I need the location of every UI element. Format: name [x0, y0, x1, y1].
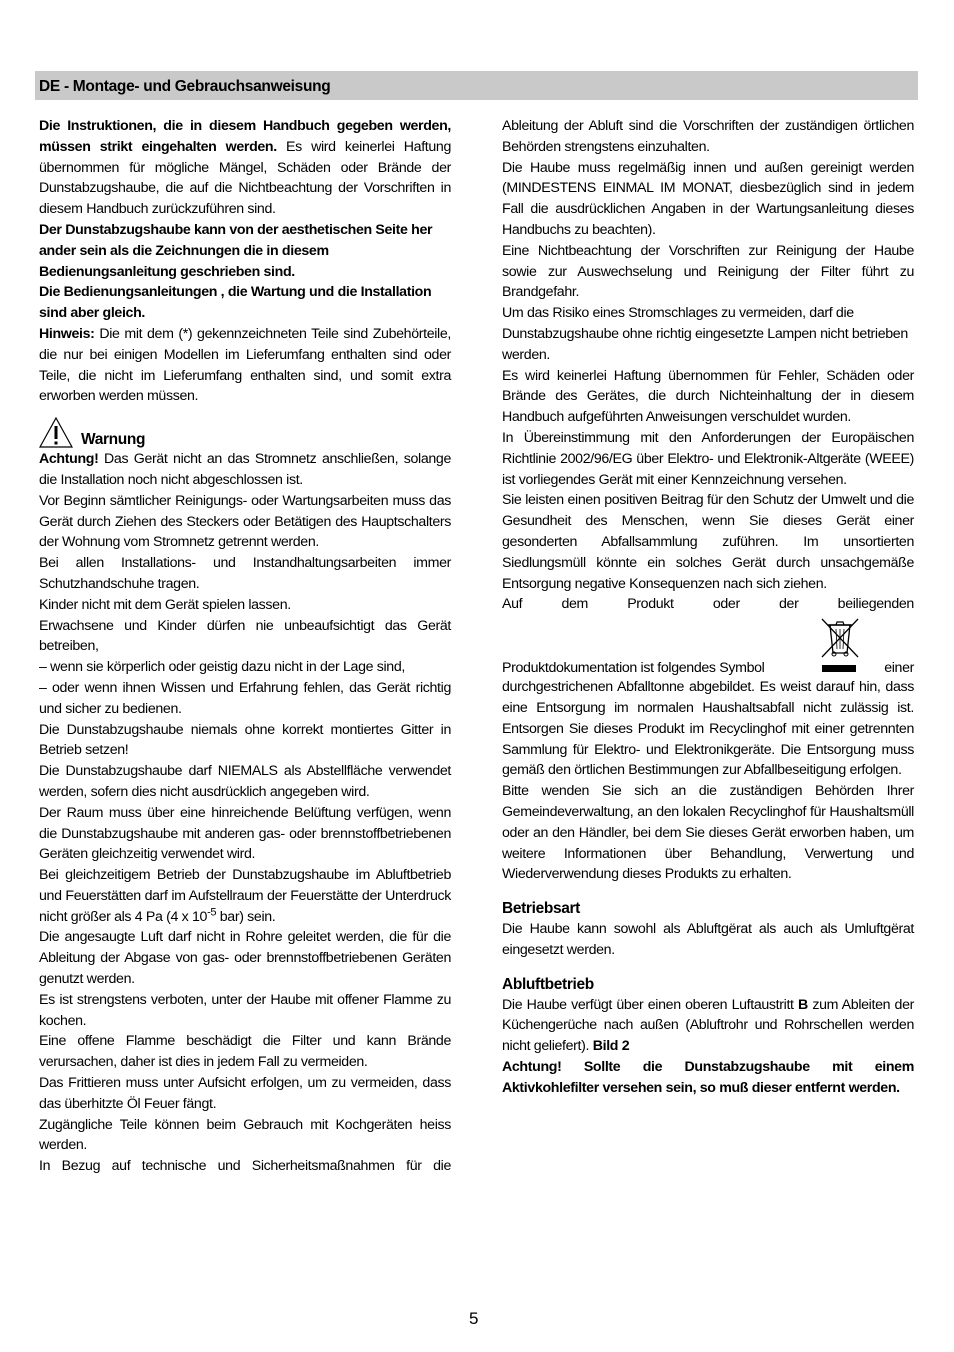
paragraph: Sie leisten einen positiven Beitrag für den Schutz der Umwelt und die Gesundheit des Menschen, wenn Sie dieses Gerät einer gesonderten Abfallsammlung zuführen. Im unsortierten Siedlungsmüll könnte ein solches Gerät durch unsachgemäße Entsorgung negative Konsequenzen nach sich ziehen.	[502, 492, 914, 592]
attention-paragraph	[39, 449, 451, 491]
paragraph: Die angesaugte Luft darf nicht in Rohre geleitet werden, die für die Ableitung der Abgase von gas- oder brennstoffbetriebenen Geräten genutzt werden.	[39, 929, 451, 988]
manual-note: Die Bedienungsanleitungen , die Wartung und die Installation sind aber gleich.	[39, 284, 432, 322]
paragraph: Die Dunstabzugshaube niemals ohne korrekt montiertes Gitter in Betrieb setzen!	[39, 721, 451, 759]
pressure-paragraph	[39, 865, 451, 927]
hint-text: Die mit dem (*) gekennzeichneten Teile sind Zubehörteile, die nur bei einigen Modellen im Lieferumfang enthalten sind oder Teile, die nicht im Lieferumfang enthalten sind, und somit extra erworben werden müssen.	[39, 325, 451, 405]
abluft-text-c: zum Ableiten der Küchengerüche nach außen (Abluftrohr und Rohrschellen werden nicht geliefert).	[502, 996, 914, 1055]
paragraph: Die Haube muss regelmäßig innen und außen gereinigt werden (MINDESTENS EINMAL IM MONAT, diesbezüglich sind in jedem Fall die ausdrücklichen Angaben in der Wartungsanleitung dieses Handbuchs zu beachten).	[502, 159, 914, 238]
hint-label: Hinweis:	[39, 325, 95, 342]
paragraph: In Bezug auf technische und Sicherheitsmaßnahmen für die	[39, 1158, 451, 1175]
attention-label: Achtung!	[39, 451, 99, 468]
weee-text-post: einer	[884, 660, 914, 677]
paragraph: In Übereinstimmung mit den Anforderungen der Europäischen Richtlinie 2002/96/EG über Elektro- und Elektronik-Altgeräte (WEEE) ist vorliegendes Gerät mit einer Kennzeichnung versehen.	[502, 429, 914, 488]
abluft-text-a: Die Haube verfügt über einen oberen Luftaustritt	[502, 996, 799, 1013]
paragraph: Ableitung der Abluft sind die Vorschriften der zuständigen örtlichen Behörden strengstens einzuhalten.	[502, 118, 914, 155]
attention-text: Das Gerät nicht an das Stromnetz anschließen, solange die Installation noch nicht abgeschlossen ist.	[39, 451, 451, 488]
paragraph: Eine offene Flamme beschädigt die Filter und kann Brände verursachen, daher ist dies in jedem Fall zu vermeiden.	[39, 1033, 451, 1071]
paragraph: Bitte wenden Sie sich an die zuständigen Behörden Ihrer Gemeindeverwaltung, an den lokalen Recyclinghof für Haushaltsmüll oder an den Händler, bei dem Sie dieses Gerät erworben haben, um weitere Informationen über Behandlung, Verwertung und Wiederverwendung dieses Produkts zu erhalten.	[502, 783, 914, 883]
abluft-warning: Achtung! Sollte die Dunstabzugshaube mit einem Aktivkohlefilter versehen sein, so muß dieser entfernt werden.	[502, 1059, 914, 1096]
weee-bar-icon	[822, 665, 856, 672]
weee-text-pre: Produktdokumentation ist folgendes Symbol	[502, 660, 765, 677]
pressure-text: Bei gleichzeitigem Betrieb der Dunstabzugshaube im Abluftbetrieb und Feuerstätten darf im Aufstellraum der Feuerstätte der Unterdruck nicht größer als 4 Pa (4 x 10	[39, 867, 451, 925]
intro-paragraph	[39, 116, 451, 220]
figure-reference: Bild 2	[592, 1038, 630, 1055]
paragraph: Die Dunstabzugshaube darf NIEMALS als Abstellfläche verwendet werden, sofern dies nicht ausdrücklich angegeben wird.	[39, 763, 451, 800]
pressure-unit: bar) sein.	[216, 908, 276, 925]
paragraph: Es ist strengstens verboten, unter der Haube mit offener Flamme zu kochen.	[39, 991, 451, 1029]
warning-heading	[39, 415, 451, 449]
warning-triangle-icon	[39, 417, 73, 449]
betriebsart-text: Die Haube kann sowohl als Abluftgërat als auch als Umluftgërat eingesetzt werden.	[502, 921, 914, 958]
paragraph: werden.	[502, 346, 551, 363]
intro-bold: Die Instruktionen, die in diesem Handbuch gegeben werden, müssen strikt eingehalten werden.	[39, 118, 451, 155]
paragraph: durchgestrichenen Abfalltonne abgebildet. Es weist darauf hin, dass eine Entsorgung im normalen Haushaltsabfall nicht zulässig ist. Entsorgen Sie dieses Produkt im Recyclinghof mit einer getrennten Sammlung für Elektro- und Elektronikgeräte. Die Entsorgung muss gemäß den örtlichen Bestimmungen zur Abfallbeseitigung erfolgen.	[502, 679, 914, 779]
left-column	[39, 116, 451, 1177]
hint-paragraph	[39, 324, 451, 407]
paragraph: – oder wenn ihnen Wissen und Erfahrung fehlen, das Gerät richtig und sicher zu bedienen.	[39, 679, 451, 717]
intro-rest: Es wird keinerlei Haftung übernommen für mögliche Mängel, Schäden oder Brände der Dunstabzugshaube, die auf die Nichtbeachtung der Vorschriften in diesem Handbuch zurückzuführen sind.	[39, 138, 452, 218]
aesthetic-note: Der Dunstabzugshaube kann von der aesthetischen Seite her ander sein als die Zeichnungen die in diesem Bedienungsanleitung geschrieben sind.	[39, 221, 433, 280]
word: oder	[712, 596, 740, 613]
paragraph: Dunstabzugshaube ohne richtig eingesetzte Lampen nicht betrieben	[502, 325, 908, 342]
paragraph: Es wird keinerlei Haftung übernommen für Fehler, Schäden oder Brände des Gerätes, die durch Nichteinhaltung der in diesem Handbuch aufgeführten Anweisungen verschuldet wurden.	[502, 367, 914, 426]
word: beiliegenden	[837, 596, 914, 613]
paragraph: Kinder nicht mit dem Gerät spielen lassen.	[39, 596, 291, 613]
crossed-bin-icon	[818, 615, 862, 659]
word: der	[779, 596, 799, 613]
word: Produkt	[627, 596, 674, 613]
section-header-bar	[35, 71, 918, 100]
paragraph: Erwachsene und Kinder dürfen nie unbeaufsichtigt das Gerät betreiben,	[39, 617, 451, 655]
paragraph: Zugängliche Teile können beim Gebrauch mit Kochgeräten heiss werden.	[39, 1116, 451, 1154]
page-number: 5	[469, 1309, 479, 1328]
paragraph: Eine Nichtbeachtung der Vorschriften zur Reinigung der Haube sowie zur Auswechselung und Reinigung der Filter führt zu Brandgefahr.	[502, 242, 914, 301]
paragraph: – wenn sie körperlich oder geistig dazu nicht in der Lage sind,	[39, 659, 405, 676]
weee-symbol-line	[502, 658, 914, 679]
abluft-outlet-letter: B	[798, 996, 808, 1013]
paragraph: Das Frittieren muss unter Aufsicht erfolgen, um zu vermeiden, dass das überhitzte Öl Feuer fängt.	[39, 1075, 451, 1112]
paragraph: Bei allen Installations- und Instandhaltungsarbeiten immer Schutzhandschuhe tragen.	[39, 555, 451, 592]
abluftbetrieb-heading: Abluftbetrieb	[502, 975, 594, 993]
word: dem	[561, 596, 588, 613]
paragraph: Vor Beginn sämtlicher Reinigungs- oder Wartungsarbeiten muss das Gerät durch Ziehen des Steckers oder Betätigen des Hauptschalters der Wohnung vom Stromnetz getrennt werden.	[39, 492, 451, 551]
weee-intro-line	[502, 594, 914, 615]
abluftbetrieb-text	[502, 995, 914, 1057]
right-column	[502, 116, 914, 1099]
pressure-exponent: -5	[207, 905, 217, 918]
weee-symbol-row	[502, 615, 914, 679]
betriebsart-heading: Betriebsart	[502, 900, 580, 918]
paragraph: Um das Risiko eines Stromschlages zu vermeiden, darf die	[502, 305, 854, 322]
word: Auf	[502, 596, 523, 613]
section-title: DE - Montage- und Gebrauchsanweisung	[39, 78, 331, 95]
warning-title: Warnung	[81, 431, 146, 449]
paragraph: Der Raum muss über eine hinreichende Belüftung verfügen, wenn die Dunstabzugshaube mit anderen gas- oder brennstoffbetriebenen Geräten gleichzeitig verwendet wird.	[39, 804, 451, 863]
